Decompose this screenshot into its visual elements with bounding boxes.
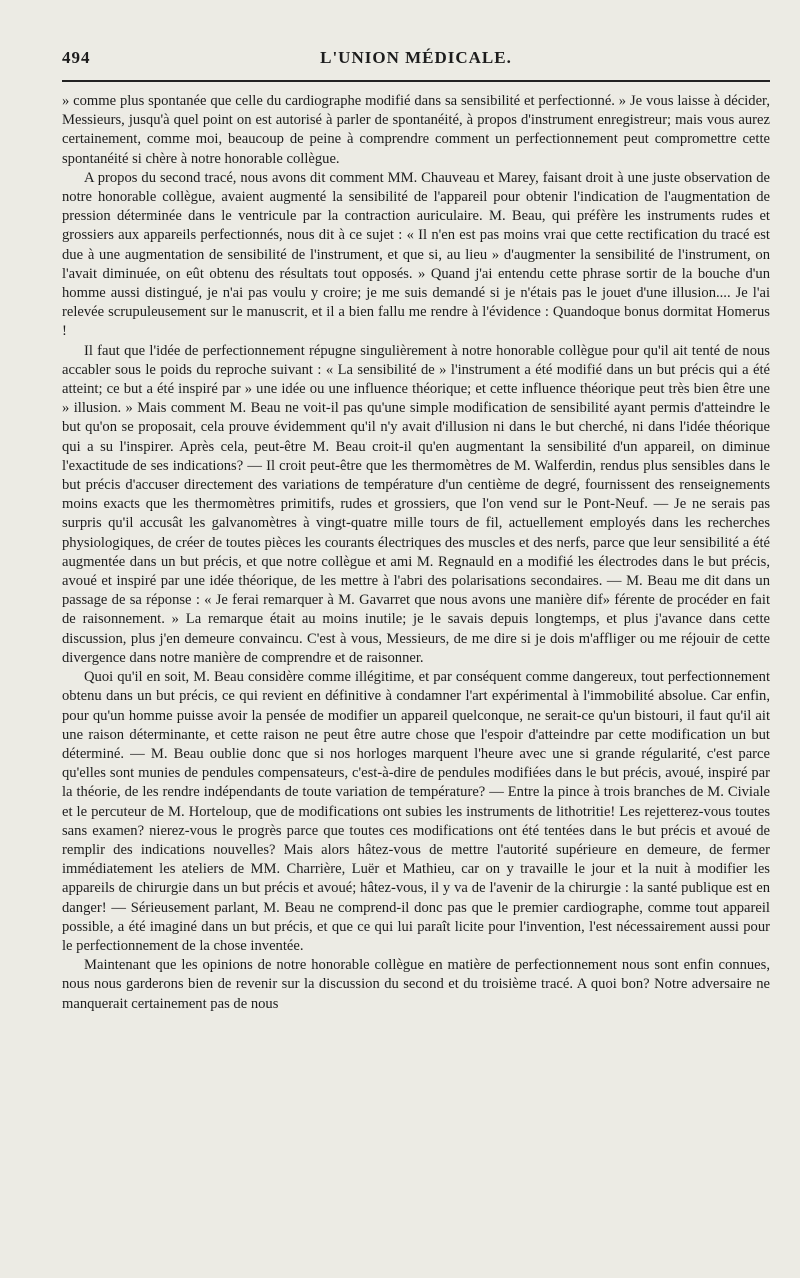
paragraph-4: Quoi qu'il en soit, M. Beau considère comme illégitime, et par conséquent comme dangereux, tout perfectionnement obtenu dans un but précis, ce qui revient en définitive à condamner l'art expérimental à l'immobilité absolue. Car enfin, pour qu'un homme puisse avoir la pensée de modifier un appareil quelconque, ne serait-ce qu'un bistouri, il faut qu'il ait une raison déterminante, et cette raison ne peut être autre chose que l'espoir d'atteindre par cette modification un but déterminé. — M. Beau oublie donc que si nos horloges marquent l'heure avec une si grande régularité, c'est parce qu'elles sont munies de pendules compensateurs, c'est-à-dire de pendules modifiées dans le but précis, avoué, inspiré par la théorie, de les rendre indépendants de toute variation de température? — Entre la pince à trois branches de M. Civiale et le percuteur de M. Horteloup, que de modifications ont subies les instruments de lithotritie! Les rejetterez-vous toutes sans examen? nierez-vous le progrès parce que toutes ces modifications ont été tentées dans le but précis et avoué de remplir des indications nouvelles? Mais alors hâtez-vous de mettre l'autorité supérieure en demeure, de fermer immédiatement les ateliers de MM. Charrière, Luër et Mathieu, car on y travaille le jour et la nuit à modifier les appareils de chirurgie dans un but précis et avoué; hâtez-vous, il y va de l'avenir de la chirurgie : la santé publique est en danger! — Sérieusement parlant, M. Beau ne comprend-il donc pas que le premier cardiographe, comme tout appareil possible, a été imaginé dans un but précis, et que ce qui lui paraît licite pour l'invention, l'est nécessairement aussi pour le perfectionnement de la chose inventée. xyxy=(62,669,770,954)
page-header xyxy=(62,48,770,74)
paragraph-3: Il faut que l'idée de perfectionnement répugne singulièrement à notre honorable collègue pour qu'il ait tenté de nous accabler sous le poids du reproche suivant : « La sensibilité de » l'instrument a été modifié dans un but précis qui a été atteint; ce but a été inspiré par » une idée ou une influence théorique; et cette influence théorique peut très bien être une » illusion. » Mais comment M. Beau ne voit-il pas qu'une simple modification de sensibilité ayant permis d'atteindre le but qu'on se proposait, cela prouve évidemment qu'il n'y avait d'illusion ni dans le but cherché, ni dans l'idée théorique qui a su l'inspirer. Après cela, peut-être M. Beau croit-il qu'en augmentant la sensibilité d'un appareil, on diminue l'exactitude de ses indications? — Il croit peut-être que les thermomètres de M. Walferdin, rendus plus sensibles dans le but précis d'accuser directement des variations de température d'un centième de degré, fournissent des renseignements moins exacts que les thermomètres primitifs, rudes et grossiers, que l'on vend sur le Pont-Neuf. — Je ne serais pas surpris qu'il accusât les galvanomètres à vingt-quatre mille tours de fil, actuellement employés dans les recherches physiologiques, de créer de toutes pièces les courants électriques des muscles et des nerfs, parce que leur sensibilité a été augmentée dans un but précis, et que notre collègue et ami M. Regnauld en a modifié les électrodes dans le but précis, avoué et inspiré par une idée théorique, de les mettre à l'abri des polarisations secondaires. — M. Beau me dit dans un passage de sa réponse : « Je ferai remarquer à M. Gavarret que nous avons une manière dif» férente de procéder en fait de raisonnement. » La remarque était au moins inutile; je le savais depuis longtemps, et plus j'avance dans cette discussion, plus j'en demeure convaincu. C'est à vous, Messieurs, de me dire si je dois m'affliger ou me réjouir de cette divergence dans notre manière de comprendre et de raisonner. xyxy=(62,342,770,666)
paragraph-5: Maintenant que les opinions de notre honorable collègue en matière de perfectionnement nous sont enfin connues, nous nous garderons bien de revenir sur la discussion du second et du troisième tracé. A quoi bon? Notre adversaire ne manquerait certainement pas de nous xyxy=(62,957,770,1012)
paragraph-1: » comme plus spontanée que celle du cardiographe modifié dans sa sensibilité et perfectionné. » Je vous laisse à décider, Messieurs, jusqu'à quel point on est autorisé à parler de spontanéité, à propos d'instrument enregistreur; mais vous aurez certainement, comme moi, beaucoup de peine à comprendre comment un perfectionnement peut compromettre cette spontanéité si chère à notre honorable collègue. xyxy=(62,93,770,167)
running-title: L'UNION MÉDICALE. xyxy=(320,48,512,67)
header-rule xyxy=(62,80,770,82)
page-number: 494 xyxy=(62,48,91,67)
article-body xyxy=(62,92,770,1014)
paragraph-2: A propos du second tracé, nous avons dit comment MM. Chauveau et Marey, faisant droit à une juste observation de notre honorable collègue, avaient augmenté la sensibilité de l'appareil pour obtenir l'indication de l'augmentation de pression déterminée dans le ventricule par la contraction auriculaire. M. Beau, qui préfère les instruments rudes et grossiers aux appareils perfectionnés, nous dit à ce sujet : « Il n'en est pas moins vrai que cette rectification du tracé est due à une augmentation de sensibilité de l'instrument, et que si, au lieu » d'augmenter la sensibilité de l'instrument, on l'avait diminuée, on eût obtenu des résultats tout opposés. » Quand j'ai entendu cette phrase sortir de la bouche d'un homme aussi distingué, je n'ai pas voulu y croire; je me suis demandé si je n'étais pas le jouet d'une illusion.... Je l'ai relevée scrupuleusement sur le manuscrit, et il a bien fallu me rendre à l'évidence : Quandoque bonus dormitat Homerus ! xyxy=(62,169,770,340)
